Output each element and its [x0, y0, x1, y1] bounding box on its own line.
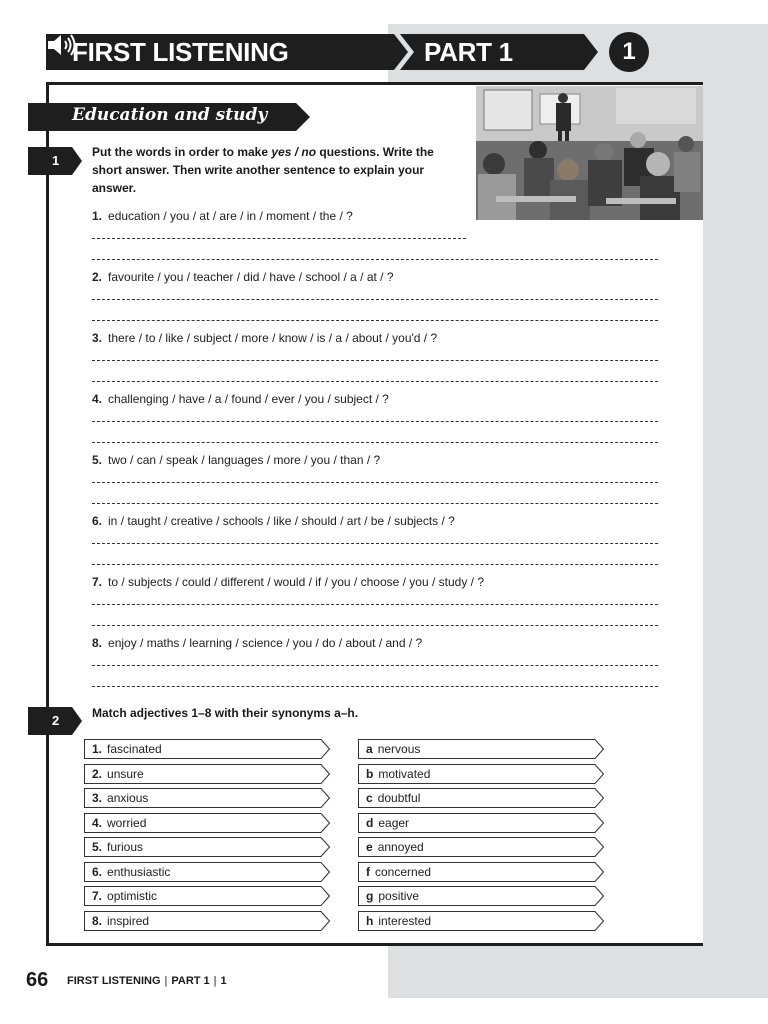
- answer-line[interactable]: [92, 360, 658, 361]
- answer-line[interactable]: [92, 421, 658, 422]
- part-label: PART 1: [424, 37, 513, 67]
- question-number: 1.: [92, 209, 103, 223]
- match-key: 2.: [92, 767, 103, 781]
- match-text: [366, 865, 431, 879]
- match-word: optimistic: [107, 889, 158, 903]
- match-text: [366, 767, 430, 781]
- synonym-box[interactable]: [358, 837, 604, 856]
- match-text: [92, 889, 157, 903]
- footer-separator: |: [164, 975, 168, 987]
- question-item: [92, 331, 437, 345]
- match-word: interested: [378, 914, 432, 928]
- answer-line[interactable]: [92, 503, 658, 504]
- match-key: 4.: [92, 816, 103, 830]
- adjective-box[interactable]: [84, 813, 330, 832]
- instruction-emphasis: yes / no: [271, 145, 317, 159]
- synonym-box[interactable]: [358, 788, 604, 807]
- question-text: challenging / have / a / found / ever / you / subject / ?: [108, 392, 389, 406]
- match-key: a: [366, 742, 373, 756]
- match-word: motivated: [378, 767, 431, 781]
- answer-line[interactable]: [92, 259, 658, 260]
- question-number: 4.: [92, 392, 103, 406]
- page-number: 66: [26, 969, 49, 991]
- answer-line[interactable]: [92, 543, 658, 544]
- question-item: [92, 575, 484, 589]
- answer-line[interactable]: [92, 238, 466, 239]
- synonym-box[interactable]: [358, 911, 604, 930]
- match-word: doubtful: [377, 791, 421, 805]
- answer-line[interactable]: [92, 442, 658, 443]
- match-key: 6.: [92, 865, 103, 879]
- answer-line[interactable]: [92, 381, 658, 382]
- question-item: [92, 392, 389, 406]
- classroom-photo: [476, 86, 703, 220]
- match-key: 1.: [92, 742, 103, 756]
- match-key: h: [366, 914, 374, 928]
- adjective-box[interactable]: [84, 886, 330, 905]
- adjective-box[interactable]: [84, 788, 330, 807]
- exercise-1-number: 1: [52, 153, 60, 168]
- answer-line[interactable]: [92, 564, 658, 565]
- synonym-box[interactable]: [358, 886, 604, 905]
- question-text: in / taught / creative / schools / like / should / art / be / subjects / ?: [108, 514, 455, 528]
- match-word: inspired: [107, 914, 150, 928]
- match-text: [92, 914, 149, 928]
- speaker-icon[interactable]: [46, 34, 78, 56]
- question-number: 6.: [92, 514, 103, 528]
- match-text: [92, 742, 162, 756]
- match-text: [366, 914, 431, 928]
- match-text: [92, 816, 146, 830]
- instruction-text: Put the words in order to make: [92, 145, 272, 159]
- match-word: eager: [378, 816, 410, 830]
- match-text: [92, 840, 143, 854]
- match-text: [92, 767, 144, 781]
- question-text: education / you / at / are / in / moment / the / ?: [108, 209, 353, 223]
- exercise-2-instruction: Match adjectives 1–8 with their synonyms a–h.: [92, 706, 359, 720]
- answer-line[interactable]: [92, 299, 658, 300]
- answer-line[interactable]: [92, 604, 658, 605]
- match-key: 5.: [92, 840, 103, 854]
- match-word: anxious: [107, 791, 149, 805]
- question-text: favourite / you / teacher / did / have / school / a / at / ?: [108, 270, 394, 284]
- match-key: 7.: [92, 889, 103, 903]
- question-text: to / subjects / could / different / would / if / you / choose / you / study / ?: [108, 575, 484, 589]
- match-key: d: [366, 816, 374, 830]
- match-text: [366, 840, 424, 854]
- question-item: [92, 636, 422, 650]
- part-number-badge: 1: [609, 32, 649, 72]
- match-key: 8.: [92, 914, 103, 928]
- match-key: g: [366, 889, 374, 903]
- exercise-1-instruction: [92, 143, 472, 197]
- adjective-box[interactable]: [84, 764, 330, 783]
- answer-line[interactable]: [92, 665, 658, 666]
- match-word: annoyed: [377, 840, 424, 854]
- answer-line[interactable]: [92, 686, 658, 687]
- synonym-box[interactable]: [358, 739, 604, 758]
- footer-unit: 1: [220, 975, 227, 987]
- instruction-text: short answer. Then write another sentence to explain your: [92, 163, 425, 177]
- match-word: enthusiastic: [107, 865, 171, 879]
- question-item: [92, 270, 394, 284]
- match-word: worried: [107, 816, 147, 830]
- footer-separator: |: [213, 975, 217, 987]
- match-word: unsure: [107, 767, 144, 781]
- question-text: two / can / speak / languages / more / you / than / ?: [108, 453, 381, 467]
- instruction-text: answer.: [92, 181, 137, 195]
- question-text: there / to / like / subject / more / know / is / a / about / you'd / ?: [108, 331, 438, 345]
- match-key: b: [366, 767, 374, 781]
- answer-line[interactable]: [92, 482, 658, 483]
- adjective-box[interactable]: [84, 911, 330, 930]
- question-text: enjoy / maths / learning / science / you / do / about / and / ?: [108, 636, 423, 650]
- answer-line[interactable]: [92, 320, 658, 321]
- footer-title: FIRST LISTENING: [67, 975, 161, 987]
- match-text: [366, 816, 409, 830]
- match-word: concerned: [375, 865, 432, 879]
- exercise-2-number: 2: [52, 713, 60, 728]
- match-text: [92, 865, 170, 879]
- question-number: 3.: [92, 331, 103, 345]
- match-word: fascinated: [107, 742, 162, 756]
- page-title: FIRST LISTENING: [72, 37, 289, 67]
- question-item: [92, 453, 380, 467]
- synonym-box[interactable]: [358, 862, 604, 881]
- synonym-box[interactable]: [358, 813, 604, 832]
- instruction-text: questions. Write the: [316, 145, 434, 159]
- match-word: nervous: [377, 742, 421, 756]
- section-title: Education and study: [72, 105, 268, 125]
- match-text: [366, 889, 419, 903]
- synonym-box[interactable]: [358, 764, 604, 783]
- question-number: 5.: [92, 453, 103, 467]
- match-text: [92, 791, 148, 805]
- question-item: [92, 209, 353, 223]
- match-word: positive: [378, 889, 420, 903]
- question-number: 2.: [92, 270, 103, 284]
- footer-part: PART 1: [171, 975, 210, 987]
- match-word: furious: [107, 840, 144, 854]
- footer-label: [67, 975, 227, 987]
- match-key: e: [366, 840, 373, 854]
- match-text: [366, 791, 420, 805]
- adjective-box[interactable]: [84, 862, 330, 881]
- answer-line[interactable]: [92, 625, 658, 626]
- question-number: 8.: [92, 636, 103, 650]
- match-key: c: [366, 791, 373, 805]
- question-number: 7.: [92, 575, 103, 589]
- adjective-box[interactable]: [84, 739, 330, 758]
- match-key: f: [366, 865, 370, 879]
- adjective-box[interactable]: [84, 837, 330, 856]
- match-key: 3.: [92, 791, 103, 805]
- title-bar: [46, 34, 606, 70]
- match-text: [366, 742, 420, 756]
- question-item: [92, 514, 455, 528]
